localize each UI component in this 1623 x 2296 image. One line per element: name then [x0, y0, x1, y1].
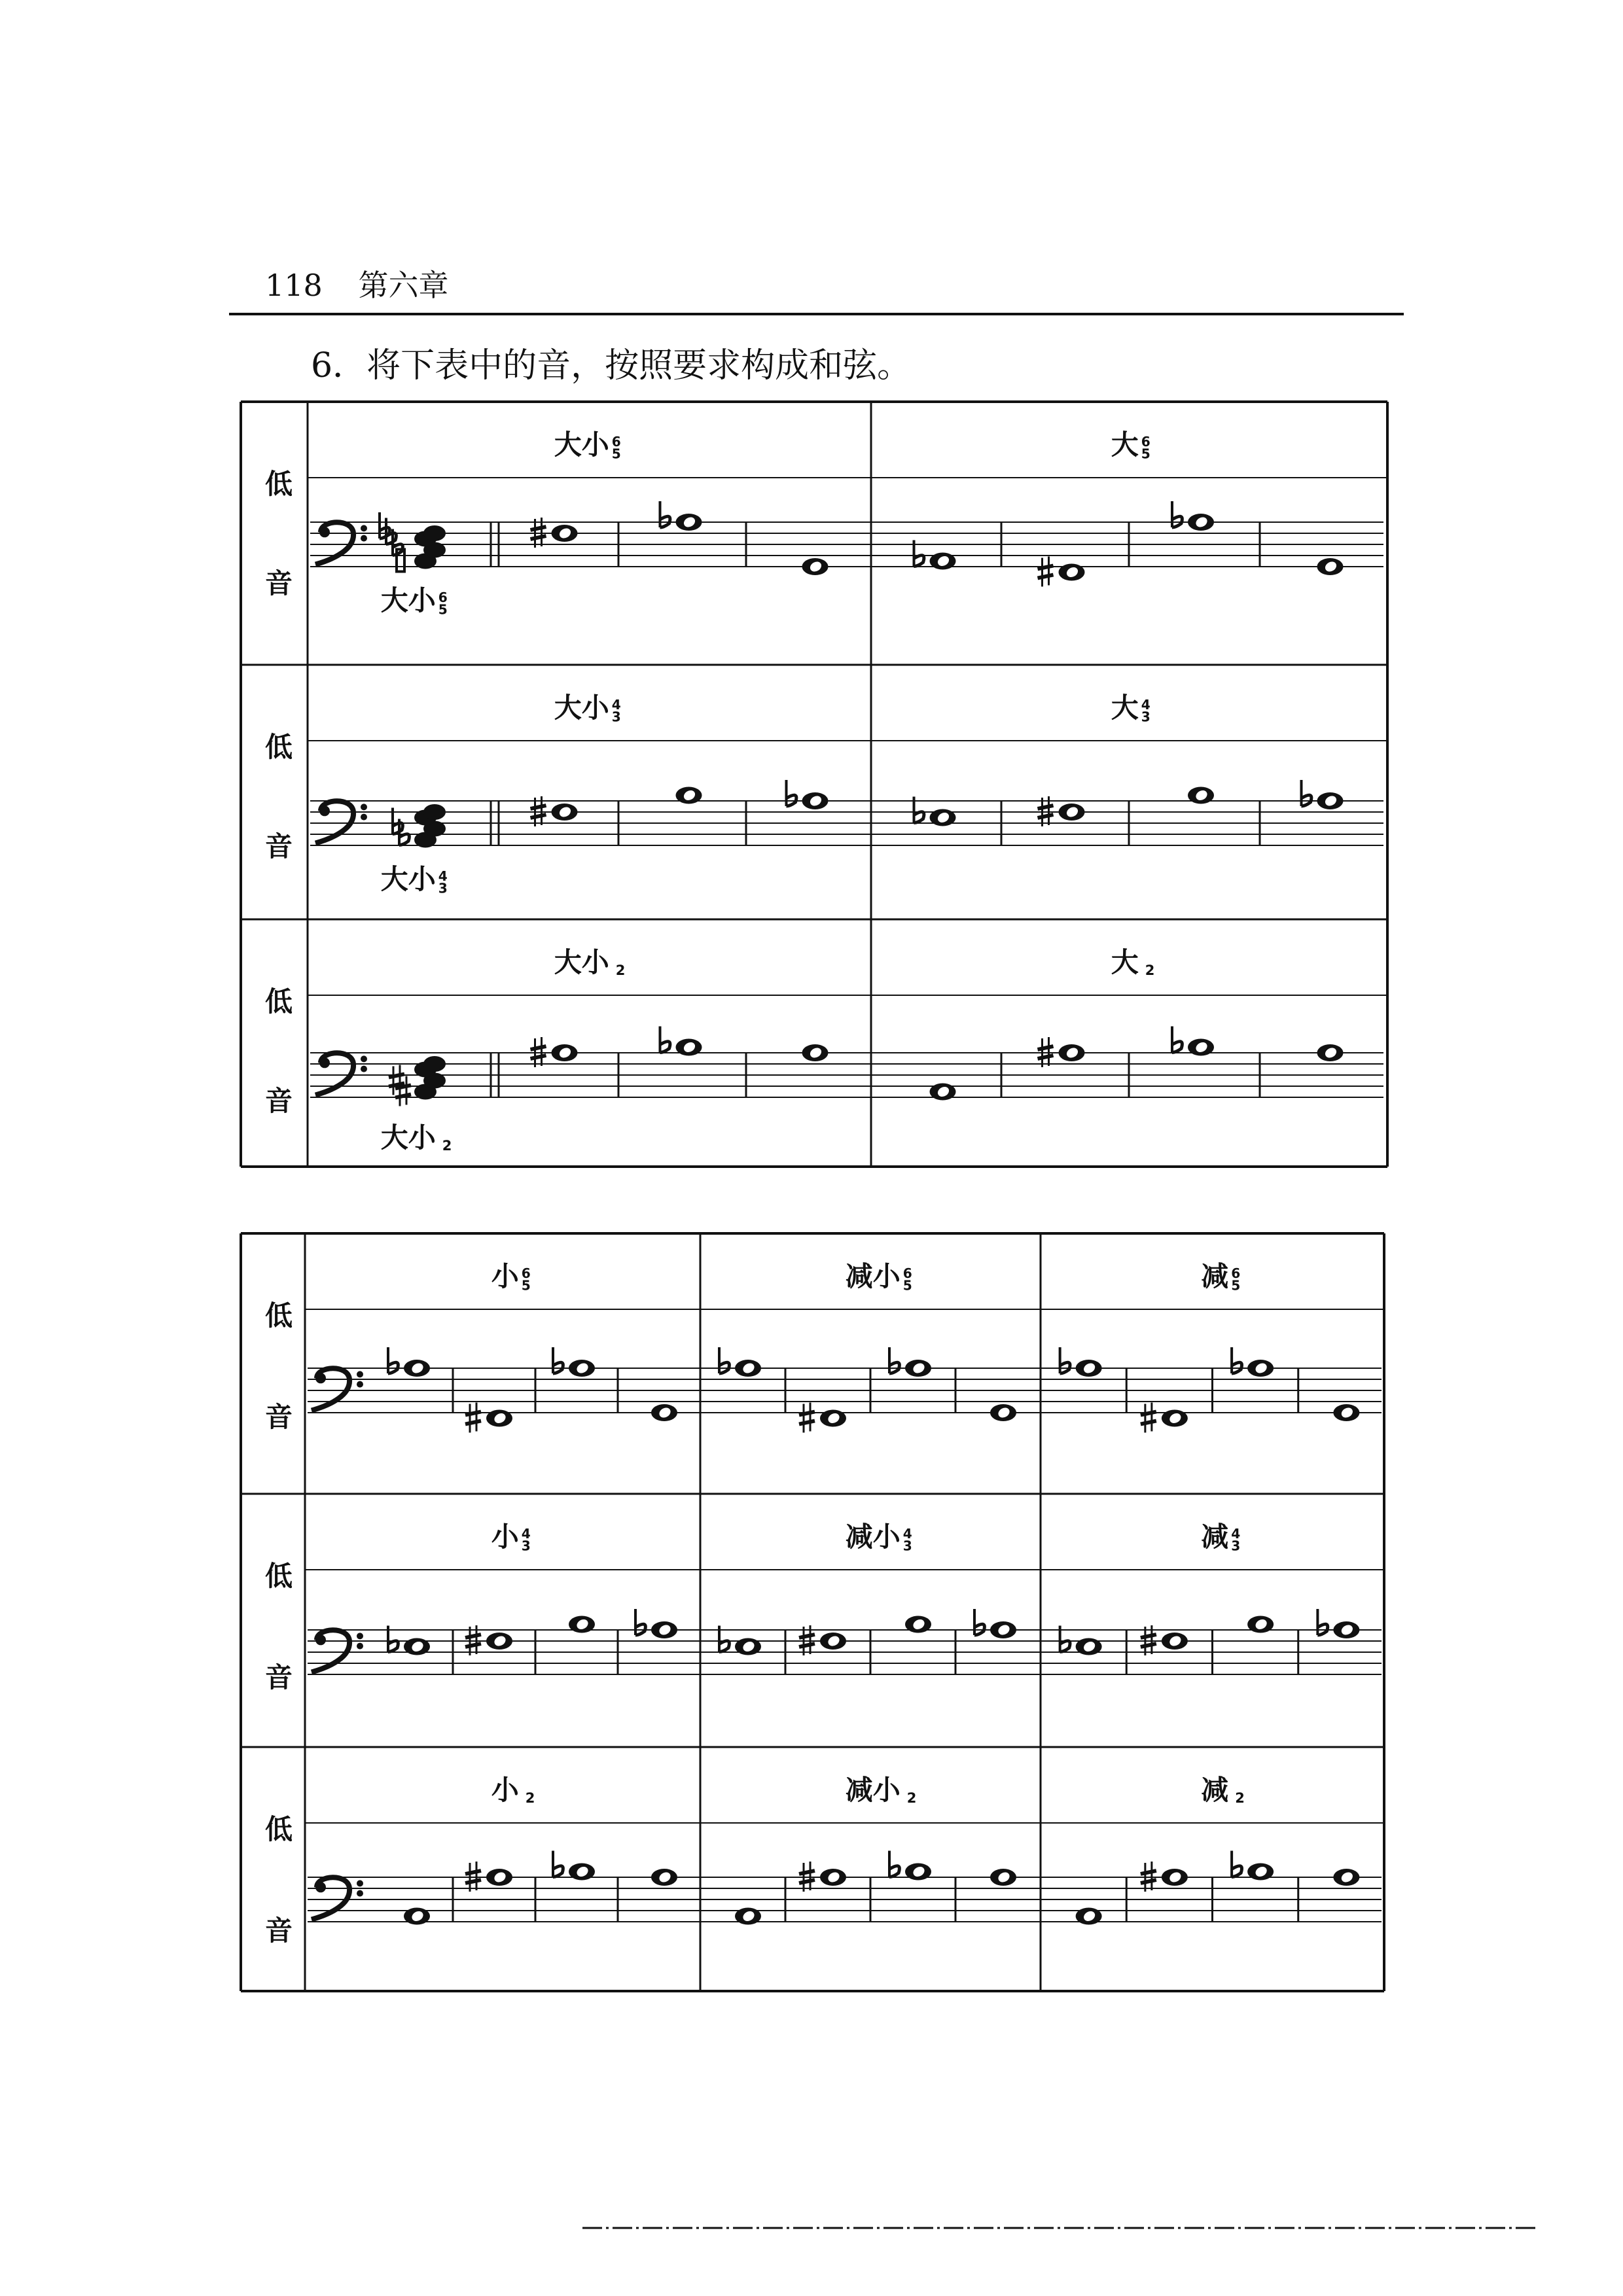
chord-type-title	[846, 1260, 912, 1293]
sharp-bar	[465, 1880, 481, 1883]
whole-note	[1333, 1621, 1359, 1638]
flat-sign	[553, 1851, 563, 1877]
flat-sign	[1232, 1347, 1241, 1373]
whole-note	[569, 1863, 595, 1881]
clef-dot	[315, 1373, 326, 1383]
side-label-low: 低	[264, 468, 293, 500]
figure-upper: 6	[611, 434, 621, 450]
whole-note	[1188, 1039, 1214, 1056]
sharp-bar	[1141, 1871, 1156, 1874]
flat-bowl	[393, 823, 402, 834]
flat-bowl	[914, 812, 924, 823]
figure-upper: 4	[611, 697, 621, 713]
flat-sign	[889, 1851, 899, 1877]
sharp-bar	[799, 1421, 815, 1424]
flat-sign	[660, 501, 670, 527]
figure-lower: 5	[521, 1277, 531, 1294]
whole-note	[569, 1360, 595, 1377]
example-chord-label	[381, 1122, 452, 1154]
chord-label-base: 大小	[554, 429, 609, 461]
note-head	[423, 525, 446, 541]
clef-dot	[361, 1066, 367, 1072]
chord-type-title	[491, 1260, 531, 1293]
whole-note	[552, 1044, 578, 1061]
sharp-sign	[1038, 557, 1054, 587]
figure-lower: 5	[1141, 446, 1150, 462]
clef-dot	[357, 1371, 363, 1377]
whole-note	[1247, 1616, 1274, 1633]
sharp-bar	[1141, 1880, 1156, 1883]
whole-note	[404, 1908, 430, 1925]
sharp-bar	[531, 536, 546, 539]
whole-note	[820, 1633, 846, 1650]
figure-subscript: 2	[525, 1790, 535, 1807]
bass-clef-icon	[315, 522, 367, 564]
whole-note	[930, 553, 956, 570]
sharp-bar	[531, 1046, 546, 1050]
clef-dot	[361, 804, 367, 810]
flat-sign	[1232, 1851, 1241, 1877]
chord-type-title	[1201, 1260, 1240, 1293]
chord-label-base: 大	[1111, 429, 1139, 461]
whole-note	[1076, 1908, 1102, 1925]
whole-note	[1333, 1869, 1359, 1886]
chord-type-title	[1201, 1521, 1240, 1553]
chord-label-base: 小	[491, 1521, 519, 1553]
whole-note	[552, 804, 578, 821]
side-label-low: 低	[264, 985, 293, 1017]
example-chord	[414, 804, 446, 848]
whole-note	[905, 1360, 931, 1377]
whole-note	[930, 809, 956, 826]
sharp-bar	[1141, 1634, 1156, 1638]
chord-label-base: 减小	[845, 1260, 901, 1292]
flat-sign	[553, 1347, 563, 1373]
staff	[310, 522, 1383, 567]
figure-upper: 6	[902, 1265, 912, 1282]
whole-note	[735, 1360, 761, 1377]
sharp-bar	[531, 815, 546, 818]
clef-dot	[319, 527, 330, 537]
bass-clef-icon	[312, 1368, 363, 1410]
flat-bowl	[914, 556, 924, 567]
chord-type-title	[554, 692, 621, 724]
whole-note	[404, 1360, 430, 1377]
figure-upper: 4	[438, 868, 448, 885]
chord-type-title	[491, 1521, 531, 1553]
whole-note	[905, 1616, 931, 1633]
figure-lower: 5	[1231, 1277, 1241, 1294]
flat-sign	[1317, 1609, 1327, 1635]
flat-bowl	[1060, 1641, 1070, 1652]
whole-note	[486, 1869, 512, 1886]
sharp-bar	[799, 1880, 815, 1883]
chord-type-title	[1201, 1774, 1245, 1806]
sharp-bar	[465, 1634, 481, 1638]
whole-note	[802, 792, 829, 809]
figure-lower: 3	[902, 1538, 912, 1554]
example-chord-label	[381, 584, 448, 617]
whole-note	[1317, 1044, 1344, 1061]
chord-label-base: 减	[1201, 1774, 1229, 1806]
sharp-bar	[531, 805, 546, 809]
sharp-bar	[1141, 1644, 1156, 1647]
figure-subscript: 2	[1235, 1790, 1245, 1807]
chord-label-base: 减	[1201, 1521, 1229, 1553]
sharp-bar	[531, 527, 546, 530]
whole-note	[651, 1404, 677, 1421]
clef-dot	[357, 1880, 363, 1886]
flat-bowl	[553, 1866, 563, 1877]
flat-sign	[1302, 780, 1311, 806]
whole-note	[651, 1869, 677, 1886]
figure-upper: 4	[902, 1526, 912, 1542]
flat-bowl	[399, 834, 409, 845]
chord-label-base: 减小	[845, 1521, 901, 1553]
flat-bowl	[1232, 1866, 1241, 1877]
sharp-bar	[1141, 1421, 1156, 1424]
clef-dot	[361, 525, 367, 531]
figure-upper: 6	[1231, 1265, 1241, 1282]
chord-type-title	[491, 1774, 535, 1806]
whole-note	[820, 1410, 846, 1427]
chord-label-base: 大小	[380, 1122, 436, 1154]
figure-lower: 5	[611, 446, 621, 462]
flat-bowl	[388, 1641, 398, 1652]
whole-note	[990, 1404, 1016, 1421]
whole-note	[1076, 1638, 1102, 1655]
whole-note	[820, 1869, 846, 1886]
clef-dot	[357, 1633, 363, 1639]
whole-note	[990, 1621, 1016, 1638]
staff	[310, 801, 1383, 845]
chord-label-base: 大小	[380, 863, 436, 895]
side-label-sound: 音	[264, 830, 293, 862]
whole-note	[1188, 514, 1214, 531]
clef-dot	[315, 1882, 326, 1892]
example-chord	[414, 1056, 446, 1100]
clef-dot	[361, 814, 367, 821]
chord-type-title	[1111, 946, 1155, 978]
chapter-title: 第六章	[358, 268, 449, 303]
flat-bowl	[1172, 1042, 1182, 1053]
bass-clef-icon	[315, 801, 367, 843]
whole-note	[486, 1410, 512, 1427]
figure-lower: 5	[438, 601, 448, 618]
figure-subscript: 2	[615, 963, 626, 979]
whole-note	[1162, 1410, 1188, 1427]
page-number: 118	[265, 268, 323, 303]
clef-dot	[357, 1643, 363, 1650]
figure-upper: 6	[1141, 434, 1150, 450]
clef-dot	[357, 1890, 363, 1897]
whole-note	[802, 1044, 829, 1061]
figure-lower: 5	[902, 1277, 912, 1294]
side-label-sound: 音	[264, 1085, 293, 1117]
figure-subscript: 2	[1145, 963, 1155, 979]
chord-label-base: 减小	[845, 1774, 901, 1806]
sharp-bar	[465, 1421, 481, 1424]
figure-upper: 4	[521, 1526, 531, 1542]
whole-note	[905, 1863, 931, 1881]
whole-note	[552, 525, 578, 542]
whole-note	[1162, 1869, 1188, 1886]
clef-dot	[315, 1634, 326, 1645]
side-label-low: 低	[264, 731, 293, 763]
note-head	[423, 804, 446, 820]
flat-bowl	[889, 1866, 899, 1877]
sharp-bar	[1038, 805, 1054, 809]
figure-lower: 3	[521, 1538, 531, 1554]
sharp-bar	[799, 1644, 815, 1647]
figure-lower: 3	[1141, 709, 1150, 725]
whole-note	[990, 1869, 1016, 1886]
whole-note	[1247, 1360, 1274, 1377]
sharp-bar	[1038, 1046, 1054, 1050]
flat-bowl	[719, 1641, 729, 1652]
whole-note	[802, 558, 829, 575]
sharp-bar	[465, 1871, 481, 1874]
chord-label-base: 大	[1111, 692, 1139, 724]
figure-upper: 6	[521, 1265, 531, 1282]
chord-label-base: 大小	[554, 946, 609, 978]
chord-label-base: 小	[491, 1774, 519, 1806]
whole-note	[1162, 1633, 1188, 1650]
chord-type-title	[554, 429, 621, 461]
figure-subscript: 2	[442, 1138, 452, 1154]
sharp-bar	[1038, 1055, 1054, 1059]
flat-bowl	[660, 1042, 670, 1053]
flat-sign	[380, 512, 389, 539]
figure-upper: 6	[438, 590, 448, 606]
chord-label-base: 减	[1201, 1260, 1229, 1292]
side-label-sound: 音	[264, 1401, 293, 1433]
sharp-sign	[799, 1403, 815, 1433]
chord-type-title	[846, 1774, 917, 1806]
whole-note	[1317, 558, 1344, 575]
sharp-bar	[799, 1634, 815, 1638]
example-chord-label	[381, 863, 448, 896]
bass-clef-icon	[312, 1630, 363, 1672]
flat-sign	[974, 1609, 984, 1635]
whole-note	[1333, 1404, 1359, 1421]
note-head	[423, 1056, 446, 1072]
flat-sign	[660, 1027, 670, 1053]
whole-note	[1317, 792, 1344, 809]
figure-upper: 4	[1141, 697, 1150, 713]
whole-note	[651, 1621, 677, 1638]
whole-note	[930, 1084, 956, 1101]
side-label-low: 低	[264, 1299, 293, 1332]
flat-sign	[1172, 1027, 1182, 1053]
clef-dot	[357, 1381, 363, 1388]
figure-subscript: 2	[906, 1790, 917, 1807]
flat-sign	[1060, 1347, 1070, 1373]
staff	[310, 1053, 1383, 1097]
staff	[308, 1368, 1382, 1413]
whole-note	[676, 514, 702, 531]
whole-note	[1188, 787, 1214, 804]
whole-note	[486, 1633, 512, 1650]
whole-note	[569, 1616, 595, 1633]
sharp-bar	[1038, 575, 1054, 578]
sharp-bar	[465, 1644, 481, 1647]
figure-upper: 4	[1231, 1526, 1241, 1542]
whole-note	[735, 1908, 761, 1925]
flat-sign	[388, 1347, 398, 1373]
whole-note	[676, 1039, 702, 1056]
flat-sign	[787, 780, 796, 806]
figure-lower: 3	[611, 709, 621, 725]
chord-type-title	[1111, 429, 1150, 461]
flat-sign	[889, 1347, 899, 1373]
chord-type-title	[1111, 692, 1150, 724]
figure-lower: 3	[438, 880, 448, 896]
figure-lower: 3	[1231, 1538, 1241, 1554]
sharp-sign	[395, 1076, 411, 1106]
whole-note	[1059, 804, 1085, 821]
whole-note	[1059, 1044, 1085, 1061]
chord-label-base: 小	[491, 1260, 519, 1292]
side-label-sound: 音	[264, 1915, 293, 1947]
chord-label-base: 大小	[554, 692, 609, 724]
whole-note	[1059, 564, 1085, 581]
bass-clef-icon	[312, 1877, 363, 1919]
sharp-bar	[799, 1871, 815, 1874]
sharp-bar	[1038, 815, 1054, 818]
whole-note	[735, 1638, 761, 1655]
whole-note	[676, 787, 702, 804]
sharp-bar	[531, 1055, 546, 1059]
bass-clef-icon	[315, 1053, 367, 1095]
whole-note	[404, 1638, 430, 1655]
clef-dot	[361, 1055, 367, 1062]
clef-dot	[319, 805, 330, 816]
side-label-low: 低	[264, 1560, 293, 1592]
sharp-sign	[1141, 1403, 1156, 1433]
chord-label-base: 大	[1111, 946, 1139, 978]
whole-note	[1076, 1360, 1102, 1377]
sharp-sign	[465, 1403, 481, 1433]
flat-sign	[719, 1347, 729, 1373]
side-label-sound: 音	[264, 1661, 293, 1693]
exercise-instruction: 6．将下表中的音，按照要求构成和弦。	[311, 346, 912, 385]
clef-dot	[319, 1057, 330, 1068]
clef-dot	[361, 535, 367, 542]
side-label-sound: 音	[264, 567, 293, 599]
flat-sign	[1172, 501, 1182, 527]
whole-note	[1247, 1863, 1274, 1881]
chord-type-title	[554, 946, 626, 978]
chord-label-base: 大小	[380, 584, 436, 616]
side-label-low: 低	[264, 1813, 293, 1845]
flat-sign	[635, 1609, 645, 1635]
sharp-sign	[389, 1065, 404, 1095]
chord-type-title	[846, 1521, 912, 1553]
